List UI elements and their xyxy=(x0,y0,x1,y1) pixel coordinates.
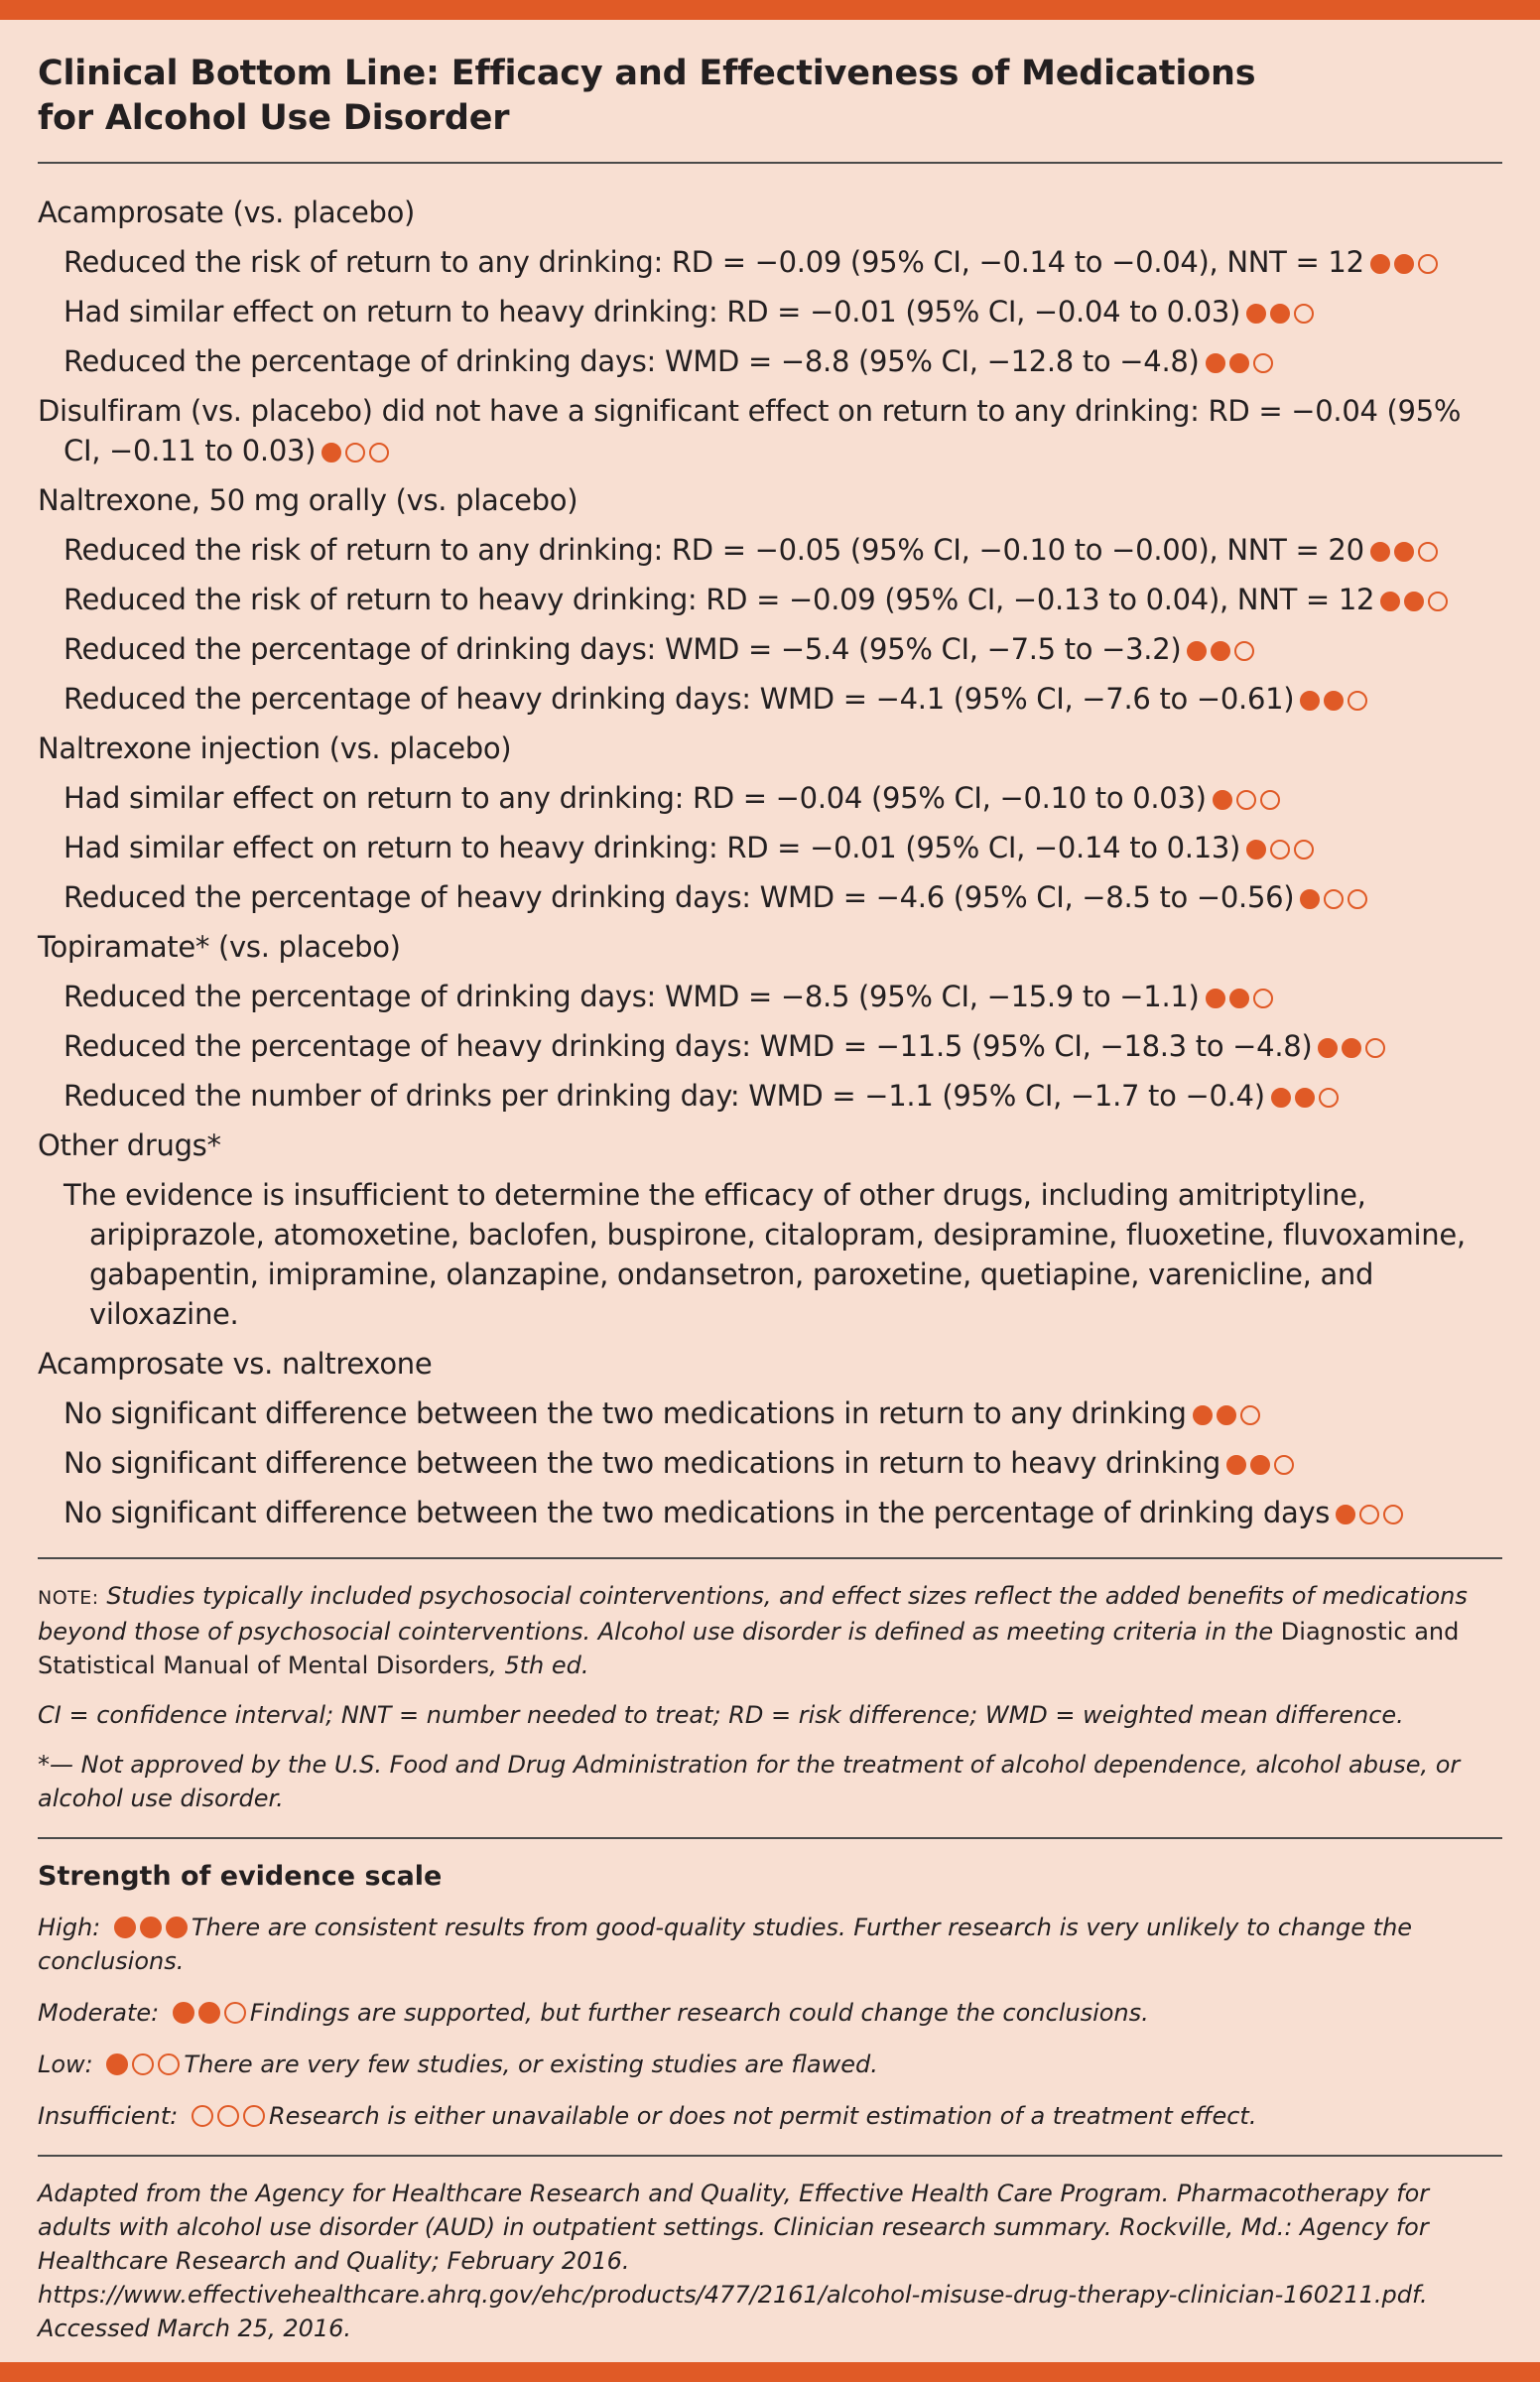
filled-circle-icon xyxy=(166,1917,188,1938)
abbreviations: CI = confidence interval; NNT = number needed to treat; RD = risk difference; WMD = weighted mean difference. xyxy=(38,1701,1404,1729)
empty-circle-icon xyxy=(1359,1505,1379,1524)
filled-circle-icon xyxy=(1300,889,1320,909)
empty-circle-icon xyxy=(1428,592,1448,611)
finding-item: Reduced the risk of return to any drinking: RD = −0.09 (95% CI, −0.14 to −0.04), NNT = 12 xyxy=(38,237,1502,287)
empty-circle-icon xyxy=(1383,1505,1403,1524)
empty-circle-icon xyxy=(369,443,389,463)
filled-circle-icon xyxy=(1394,254,1414,274)
empty-circle-icon xyxy=(1270,840,1290,860)
filled-circle-icon xyxy=(1318,1038,1338,1058)
scale-level-insufficient: Insufficient: Research is either unavailable or does not permit estimation of a treatment effect. xyxy=(38,2102,1257,2130)
finding-item: Reduced the percentage of heavy drinking days: WMD = −4.1 (95% CI, −7.6 to −0.61) xyxy=(38,674,1502,724)
finding-item: No significant difference between the two medications in return to any drinking xyxy=(38,1389,1502,1438)
findings xyxy=(38,188,1502,1537)
source-citation: Adapted from the Agency for Healthcare Research and Quality, Effective Health Care Program. Pharmacotherapy for adults with alcohol use disorder (AUD) in outpatient settings. Clinician research summary. Rockville, Md.: Agency for Healthcare Research and Quality; February 2016. https://www.effectivehealthcare.ahrq.gov/ehc/products/477/2161/alcohol-misuse-drug-therapy-clinician-160211.pdf. Accessed March 25, 2016. xyxy=(38,2180,1430,2342)
empty-circle-icon xyxy=(243,2105,265,2127)
empty-circle-icon xyxy=(1319,1088,1339,1108)
evidence-rating xyxy=(1300,682,1371,716)
evidence-rating xyxy=(192,2102,269,2130)
filled-circle-icon xyxy=(114,1917,136,1938)
filled-circle-icon xyxy=(173,2002,194,2024)
empty-circle-icon xyxy=(1348,691,1367,711)
empty-circle-icon xyxy=(1260,790,1280,810)
empty-circle-icon xyxy=(1294,840,1314,860)
empty-circle-icon xyxy=(1234,641,1254,661)
evidence-rating xyxy=(1193,1396,1264,1430)
empty-circle-icon xyxy=(1324,889,1344,909)
filled-circle-icon xyxy=(1250,1455,1270,1475)
empty-circle-icon xyxy=(1274,1455,1294,1475)
finding-item: Reduced the percentage of drinking days: WMD = −8.8 (95% CI, −12.8 to −4.8) xyxy=(38,336,1502,386)
evidence-rating xyxy=(321,434,393,467)
finding-item: Had similar effect on return to heavy drinking: RD = −0.01 (95% CI, −0.14 to 0.13) xyxy=(38,823,1502,872)
evidence-rating xyxy=(1271,1079,1343,1113)
filled-circle-icon xyxy=(1206,989,1225,1008)
evidence-rating xyxy=(1187,632,1258,666)
section-header-acamprosate: Acamprosate (vs. placebo) xyxy=(38,196,416,229)
empty-circle-icon xyxy=(217,2105,239,2127)
finding-item: Reduced the percentage of drinking days: WMD = −5.4 (95% CI, −7.5 to −3.2) xyxy=(38,624,1502,674)
empty-circle-icon xyxy=(1294,304,1314,324)
filled-circle-icon xyxy=(1342,1038,1361,1058)
empty-circle-icon xyxy=(1240,1405,1260,1425)
evidence-rating xyxy=(1246,295,1318,329)
filled-circle-icon xyxy=(106,2053,128,2075)
divider xyxy=(38,1557,1502,1559)
empty-circle-icon xyxy=(132,2053,154,2075)
divider xyxy=(38,162,1502,164)
empty-circle-icon xyxy=(158,2053,180,2075)
filled-circle-icon xyxy=(1193,1405,1213,1425)
finding-item: Had similar effect on return to any drinking: RD = −0.04 (95% CI, −0.10 to 0.03) xyxy=(38,773,1502,823)
empty-circle-icon xyxy=(1418,254,1438,274)
finding-item: Reduced the risk of return to heavy drinking: RD = −0.09 (95% CI, −0.13 to 0.04), NNT = 12 xyxy=(38,575,1502,624)
evidence-rating xyxy=(1336,1496,1407,1529)
filled-circle-icon xyxy=(1370,254,1390,274)
empty-circle-icon xyxy=(1253,989,1273,1008)
filled-circle-icon xyxy=(321,443,341,463)
note-paragraph: NOTE: Studies typically included psychosocial cointerventions, and effect sizes reflect the added benefits of medications beyond those of psychosocial cointerventions. Alcohol use disorder is defined as meeting criteria in the Diagnostic and Statistical Manual of Mental Disorders, 5th ed. xyxy=(38,1582,1468,1679)
filled-circle-icon xyxy=(1324,691,1344,711)
scale-level-high: High: There are consistent results from good-quality studies. Further research is very unlikely to change the conclusions. xyxy=(38,1914,1413,1975)
section-header-naltrexone-oral: Naltrexone, 50 mg orally (vs. placebo) xyxy=(38,483,578,517)
finding-item: Reduced the percentage of drinking days: WMD = −8.5 (95% CI, −15.9 to −1.1) xyxy=(38,972,1502,1021)
notes xyxy=(38,1579,1502,1815)
bottom-accent-bar xyxy=(0,2362,1540,2382)
filled-circle-icon xyxy=(1229,989,1249,1008)
scale-level-low: Low: There are very few studies, or existing studies are flawed. xyxy=(38,2051,878,2078)
finding-item: No significant difference between the two medications in return to heavy drinking xyxy=(38,1438,1502,1488)
filled-circle-icon xyxy=(1404,592,1424,611)
evidence-rating xyxy=(1213,781,1284,815)
filled-circle-icon xyxy=(1211,641,1230,661)
empty-circle-icon xyxy=(224,2002,246,2024)
scale-level-moderate: Moderate: Findings are supported, but further research could change the conclusions. xyxy=(38,1999,1149,2027)
filled-circle-icon xyxy=(1217,1405,1236,1425)
finding-item: Had similar effect on return to heavy drinking: RD = −0.01 (95% CI, −0.04 to 0.03) xyxy=(38,287,1502,336)
empty-circle-icon xyxy=(345,443,365,463)
top-accent-bar xyxy=(0,0,1540,20)
empty-circle-icon xyxy=(1365,1038,1385,1058)
divider xyxy=(38,2155,1502,2157)
evidence-rating xyxy=(1246,831,1318,864)
evidence-rating xyxy=(1370,533,1442,567)
filled-circle-icon xyxy=(1380,592,1400,611)
finding-item: No significant difference between the two medications in the percentage of drinking days xyxy=(38,1488,1502,1537)
filled-circle-icon xyxy=(140,1917,162,1938)
empty-circle-icon xyxy=(1418,542,1438,562)
filled-circle-icon xyxy=(1226,1455,1246,1475)
section-header-naltrexone-injection: Naltrexone injection (vs. placebo) xyxy=(38,731,512,765)
evidence-rating xyxy=(1226,1446,1298,1480)
asterisk-note: *— Not approved by the U.S. Food and Drug Administration for the treatment of alcohol dependence, alcohol abuse, or alcohol use disorder. xyxy=(38,1751,1461,1812)
finding-item: Reduced the number of drinks per drinking day: WMD = −1.1 (95% CI, −1.7 to −0.4) xyxy=(38,1071,1502,1121)
section-header-comparison: Acamprosate vs. naltrexone xyxy=(38,1347,433,1381)
finding-item: Reduced the risk of return to any drinking: RD = −0.05 (95% CI, −0.10 to −0.00), NNT = 20 xyxy=(38,525,1502,575)
empty-circle-icon xyxy=(1348,889,1367,909)
filled-circle-icon xyxy=(1336,1505,1355,1524)
divider xyxy=(38,1837,1502,1839)
section-disulfiram: Disulfiram (vs. placebo) did not have a significant effect on return to any drinking: RD = −0.04 (95% CI, −0.11 to 0.03) xyxy=(38,394,1462,467)
filled-circle-icon xyxy=(1394,542,1414,562)
filled-circle-icon xyxy=(1295,1088,1315,1108)
evidence-rating xyxy=(1318,1029,1389,1063)
section-header-topiramate: Topiramate* (vs. placebo) xyxy=(38,930,401,964)
filled-circle-icon xyxy=(1270,304,1290,324)
filled-circle-icon xyxy=(1187,641,1207,661)
empty-circle-icon xyxy=(1236,790,1256,810)
filled-circle-icon xyxy=(1213,790,1232,810)
filled-circle-icon xyxy=(1206,353,1225,373)
filled-circle-icon xyxy=(1271,1088,1291,1108)
evidence-rating xyxy=(1206,980,1277,1013)
page-title: Clinical Bottom Line: Efficacy and Effectiveness of Medications for Alcohol Use Disorder xyxy=(38,54,1256,138)
evidence-rating xyxy=(114,1914,192,1941)
filled-circle-icon xyxy=(1370,542,1390,562)
evidence-rating xyxy=(106,2051,184,2078)
section-header-other-drugs: Other drugs* xyxy=(38,1128,221,1162)
evidence-scale xyxy=(38,1911,1502,2133)
filled-circle-icon xyxy=(1300,691,1320,711)
finding-item: Reduced the percentage of heavy drinking days: WMD = −11.5 (95% CI, −18.3 to −4.8) xyxy=(38,1021,1502,1071)
filled-circle-icon xyxy=(1229,353,1249,373)
evidence-rating xyxy=(1380,583,1452,616)
evidence-rating xyxy=(1370,245,1442,279)
filled-circle-icon xyxy=(1246,304,1266,324)
empty-circle-icon xyxy=(1253,353,1273,373)
filled-circle-icon xyxy=(198,2002,220,2024)
evidence-rating xyxy=(1300,880,1371,914)
bottom-line-box xyxy=(38,52,1502,2345)
other-drugs-text: The evidence is insufficient to determine the efficacy of other drugs, including amitriptyline, aripiprazole, atomoxetine, baclofen, buspirone, citalopram, desipramine, fluoxetine, fluvoxamine, gabapentin, imipramine, olanzapine, ondansetron, paroxetine, quetiapine, varenicline, and viloxazine. xyxy=(64,1178,1466,1331)
scale-title: Strength of evidence scale xyxy=(38,1861,443,1892)
empty-circle-icon xyxy=(192,2105,213,2127)
evidence-rating xyxy=(173,1999,250,2027)
evidence-rating xyxy=(1206,344,1277,378)
finding-item: Reduced the percentage of heavy drinking days: WMD = −4.6 (95% CI, −8.5 to −0.56) xyxy=(38,872,1502,922)
filled-circle-icon xyxy=(1246,840,1266,860)
